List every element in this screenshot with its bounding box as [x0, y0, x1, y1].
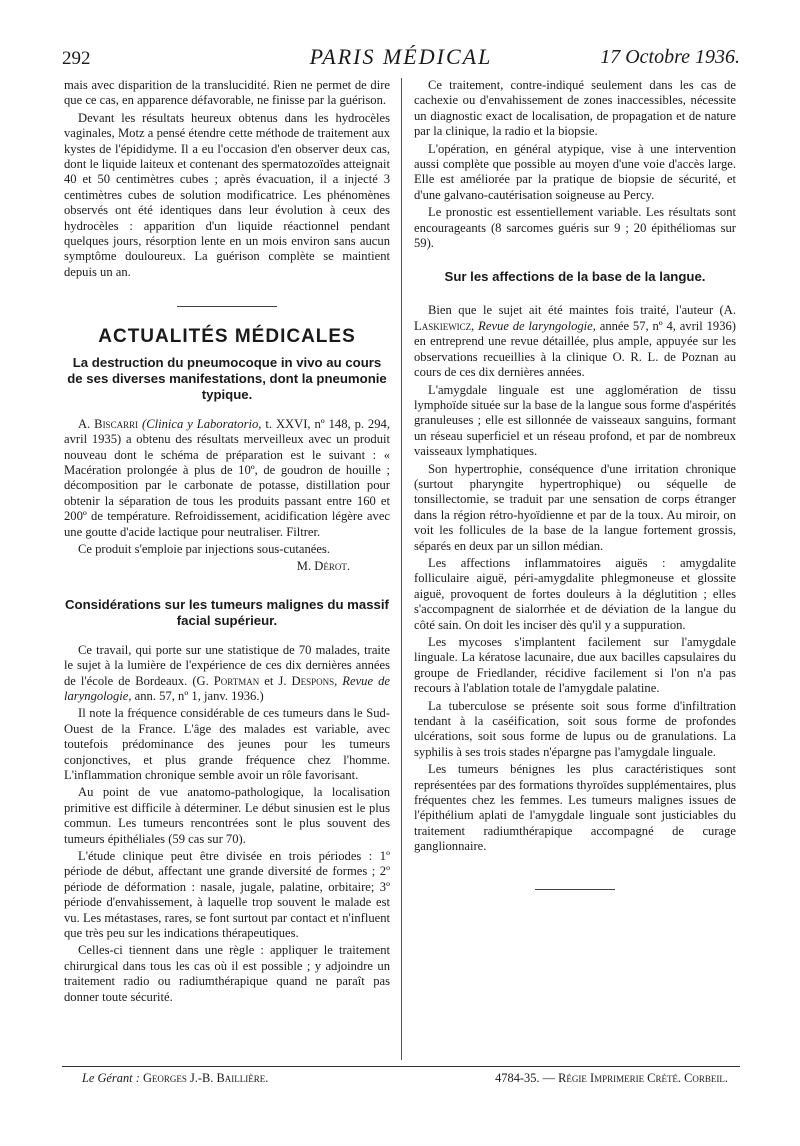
column-rule	[401, 78, 402, 1060]
issue-date: 17 Octobre 1936.	[600, 46, 740, 68]
paragraph: L'opération, en général atypique, vise à une intervention aussi complète que possible au moyen d'une voie d'accès large. Elle est améliorée par la pratique de biopsie de sécurité, et d'une galvano-cautérisation soigneuse au Percy.	[414, 141, 736, 202]
author-name: Portman	[213, 673, 260, 688]
paragraph: L'étude clinique peut être divisée en trois périodes : 1º période de début, affectant une grande diversité de formes ; 2º période de déformation : nasale, jugale, palatine, orbitaire; 3º période d'envahissement, à laquelle trop souvent le malade est vu. Les métastases, rares, se font surtout par contact et n'influent que très peu sur les indications thérapeutiques.	[64, 849, 390, 941]
paragraph	[414, 303, 736, 380]
paragraph: Les affections inflammatoires aiguës : amygdalite folliculaire aiguë, péri-amygdalite phlegmoneuse et glossite aiguë, provoquent de fortes douleurs à la déglutition ; elles s'accompagnent de sialorrhée et de déviation de la langue du côté sain. On doit les inciser dès qu'il y a suppuration.	[414, 555, 736, 632]
paragraph: Ce traitement, contre-indiqué seulement dans les cas de cachexie ou d'envahissement de zones inaccessibles, nécessite un diagnostic exact de localisation, de propagation et de nature par la clinique, la radio et la biopsie.	[414, 78, 736, 139]
paragraph	[64, 417, 390, 540]
article-title: Sur les affections de la base de la langue.	[444, 269, 706, 285]
section-heading: ACTUALITÉS MÉDICALES	[98, 326, 356, 348]
journal-reference: (Clinica y Laboratorio,	[142, 416, 262, 431]
paragraph-text: et J.	[264, 673, 287, 688]
paragraph: mais avec disparition de la translucidité. Rien ne permet de dire que ce cas, en apparence défavorable, ne finisse par la guérison.	[64, 78, 390, 108]
section-divider	[177, 306, 277, 307]
author-name: A. Biscarri	[78, 416, 139, 431]
paragraph: Son hypertrophie, conséquence d'une irritation chronique (surtout pharyngite hypertrophique) ou séquelle de tonsillectomie, se traduit par une sensation de corps étranger dans la région rétro-hyoïdienne et par de la toux. Au miroir, on voit les follicules de la base de la langue fortement grossis, séparés en deux par un sillon médian.	[414, 461, 736, 553]
paragraph: Les mycoses s'implantent facilement sur l'amygdale linguale. La kératose lacunaire, due aux bacilles capsulaires du groupe de Friedlander, récidive facilement si l'on n'a pas recours à l'ablation totale de l'amygdale palatine.	[414, 635, 736, 696]
paragraph-text: t. XXVI, nº 148, p. 294, avril 1935) a obtenu des résultats merveilleux avec un produit nouveau dont le schéma de préparation est le suivant : « Macération prolongée à plus de 10º, de goudron de houille ; décomposition par le carbonate de potasse, distillation pour obtenir la séparation de tous les produits passant entre 160 et 200º de température. Refroidissement, acidification légère avec une goutte d'acide lactique pour neutraliser. Filtrer.	[64, 416, 390, 539]
footer-label: Le Gérant :	[82, 1071, 140, 1085]
paragraph: L'amygdale linguale est une agglomération de tissu lymphoïde située sur la base de la langue sous forme d'aspérités granuleuses ; elle est sillonnée de vaisseaux sanguins, formant un réseau superficiel et un réseau profond, et par de nombreux vaisseaux lymphatiques.	[414, 382, 736, 459]
journal-reference: Revue de laryngologie,	[478, 318, 596, 333]
paragraph-text: année 57, nº 4, avril 1936) en entreprend une revue détaillée, plus ample, appuyée sur les observations recueillies à la clinique O. R. L. de Poznan au cours de ces dix dernières années.	[414, 318, 736, 380]
section-divider	[535, 889, 615, 890]
paragraph: La tuberculose se présente soit sous forme d'infiltration tendant à la caséification, soit sous forme de profondes ulcérations, soit sous forme de lupus ou de granulations. La syphilis à ses trois stades n'épargne pas l'amygdale linguale.	[414, 698, 736, 759]
paragraph: Devant les résultats heureux obtenus dans les hydrocèles vaginales, Motz a pensé étendre cette méthode de traitement aux kystes de l'épididyme. Il a eu l'occasion d'en observer deux cas, dont le liquide laiteux et contenant des spermatozoïdes atteignait 40 et 50 centimètres cubes ; après évacuation, il a injecté 3 centimètres cubes de solution modificatrice. Les phénomènes observés ont été identiques dans leur évolution à ceux des hydrocèles : apparition d'un liquide réactionnel pendant quelques jours, résorption lente en un mois environ sans aucun symptôme douloureux. La guérison complète se maintient depuis un an.	[64, 110, 390, 279]
left-column	[64, 78, 390, 1007]
running-head	[62, 44, 740, 78]
journal-reference: Revue de laryngologie,	[64, 673, 390, 703]
signature: M. Dérot.	[296, 559, 350, 574]
paragraph-text: ann. 57, nº 1, janv. 1936.)	[134, 688, 264, 703]
footer-name: Georges J.-B. Baillière.	[142, 1071, 269, 1085]
paragraph: Au point de vue anatomo-pathologique, la localisation primitive est difficile à déterminer. Le début sinusien est le plus commun. Les tumeurs rencontrées sont le plus souvent des tumeurs épithéliales (59 cas sur 70).	[64, 785, 390, 846]
paragraph-text: Bien que le sujet ait été maintes fois traité, l'auteur (A.	[428, 303, 736, 318]
paragraph: Il note la fréquence considérable de ces tumeurs dans le Sud-Ouest de la France. L'âge des malades est variable, avec toutefois prédominance des jeunes pour les tumeurs conjonctives, et plus grande fréquence chez l'homme. L'inflammation chronique semble avoir un rôle favorisant.	[64, 706, 390, 782]
article-title: Considérations sur les tumeurs malignes du massif facial supérieur.	[65, 596, 389, 628]
page-number: 292	[62, 48, 91, 69]
paragraph: Celles-ci tiennent dans une règle : appliquer le traitement chirurgical dans tous les cas où il est possible ; y adjoindre un traitement radio ou radiumthérapique quand ne paraît pas donner toute sécurité.	[64, 943, 390, 1004]
right-column	[414, 78, 736, 890]
author-name: Laskiewicz,	[414, 318, 475, 333]
paragraph: Le pronostic est essentiellement variable. Les résultats sont encourageants (8 sarcomes guéris sur 9 ; 20 épithéliomas sur 59).	[414, 205, 736, 251]
author-name: Despons,	[291, 673, 338, 688]
article-title: La destruction du pneumocoque in vivo au cours de ses diverses manifestations, dont la pneumonie typique.	[67, 354, 387, 402]
footer-manager	[82, 1071, 268, 1086]
paragraph: Les tumeurs bénignes les plus caractéristiques sont représentées par des formations thyroïdes supplémentaires, plus fréquentes chez les femmes. Les tumeurs malignes issues de l'épithélium aplati de l'amygdale linguale sont justiciables du traitement radiumthérapique accompagné de curage ganglionnaire.	[414, 762, 736, 854]
footer-printer: 4784-35. — Régie Imprimerie Crété. Corbeil.	[495, 1071, 728, 1085]
paragraph: Ce produit s'emploie par injections sous-cutanées.	[78, 541, 330, 556]
footer-rule	[62, 1066, 740, 1067]
paragraph-text: Ce travail, qui porte sur une statistique de 70 malades, traite le sujet à la lumière de l'expérience de ces dix dernières années de l'école de Bordeaux. (G.	[64, 642, 390, 688]
paragraph	[64, 643, 390, 705]
journal-title: PARIS MÉDICAL	[309, 44, 493, 69]
